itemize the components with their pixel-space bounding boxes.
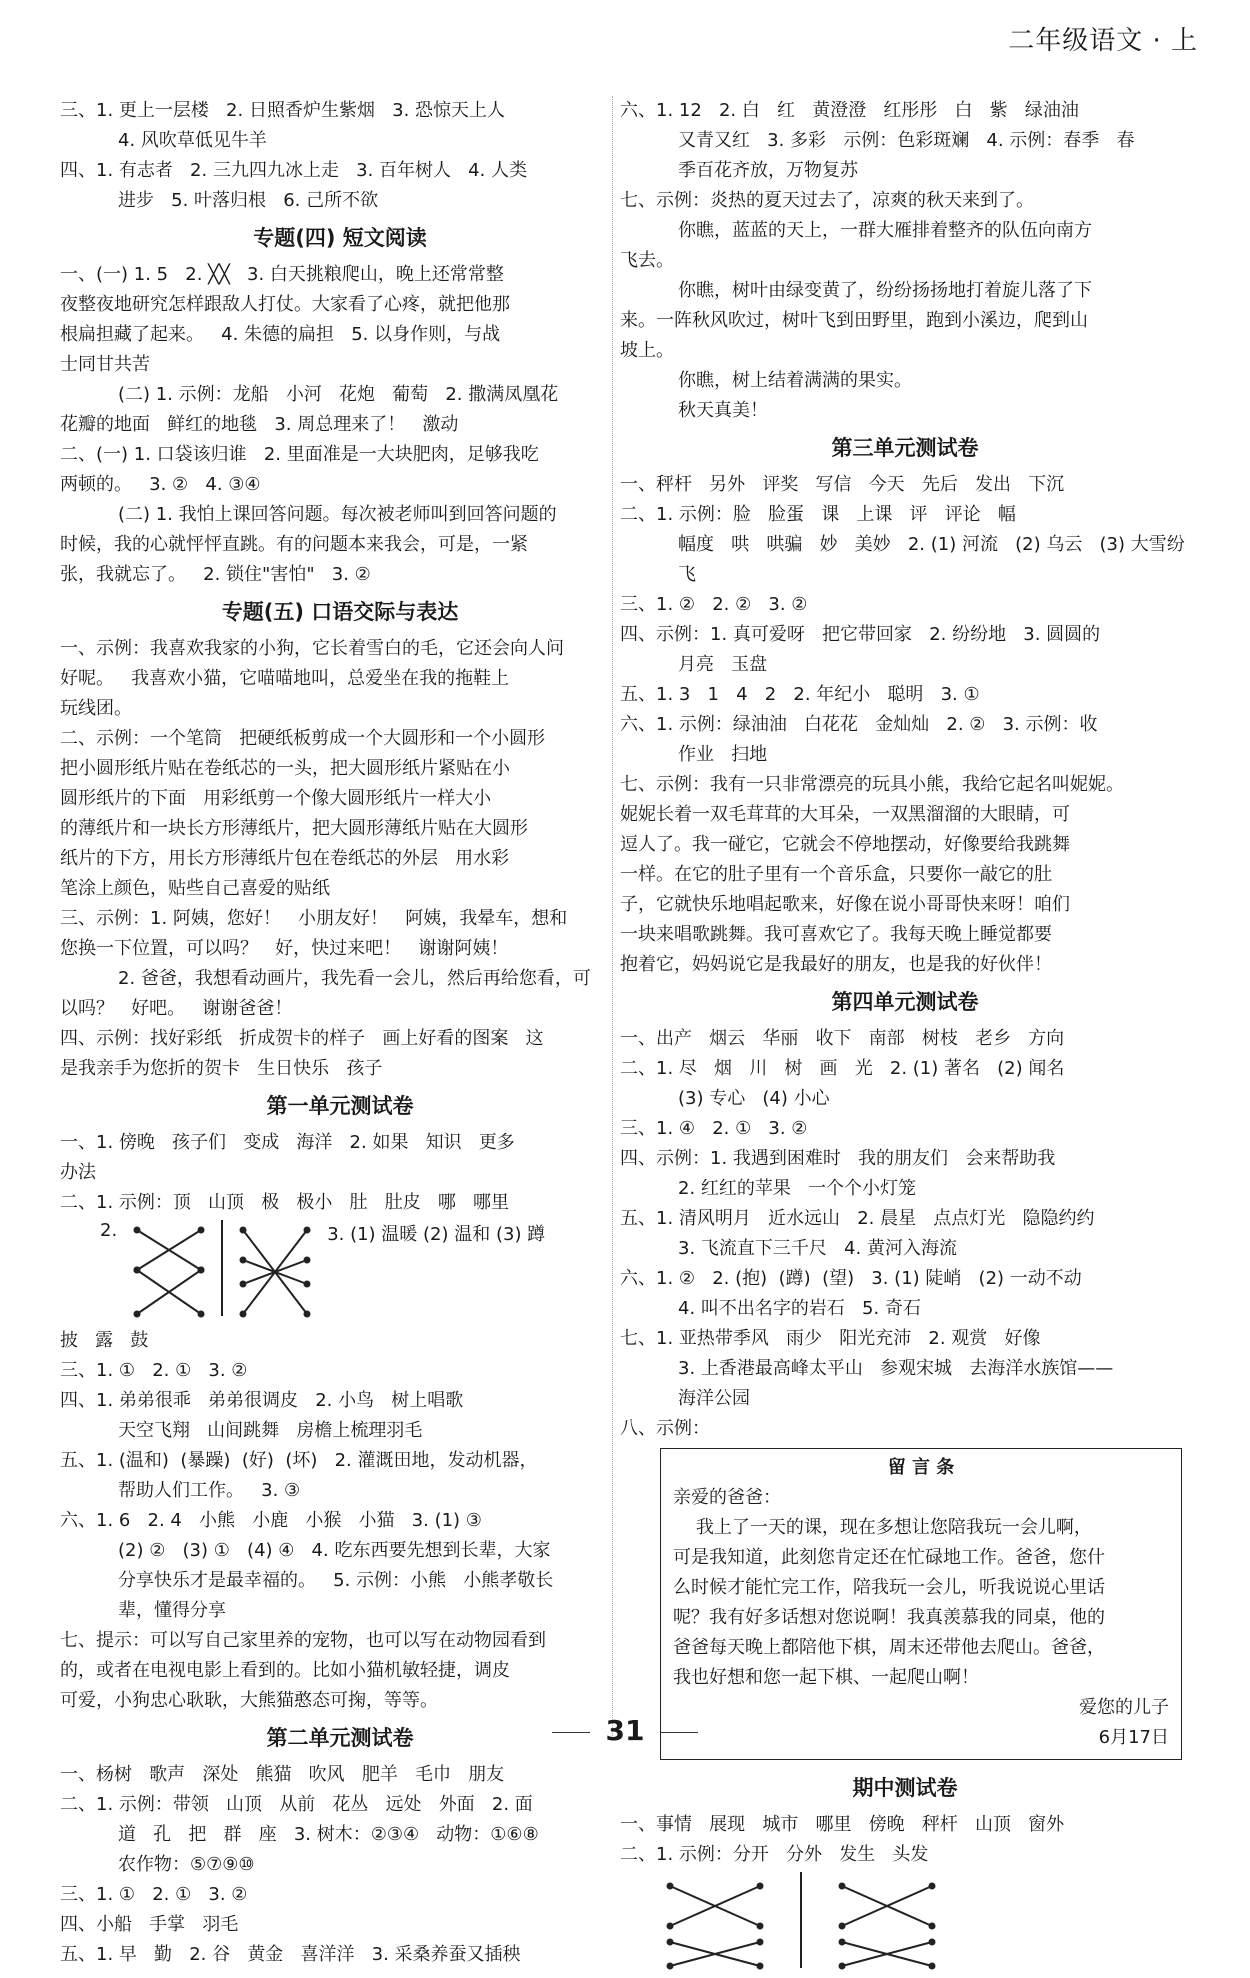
matching-dot (304, 1227, 311, 1234)
answer-line: 一、杨树 歌声 深处 熊猫 吹风 肥羊 毛巾 朋友 (60, 1764, 505, 1785)
answer-line: 一、出产 烟云 华丽 收下 南部 树枝 老乡 方向 (620, 1028, 1065, 1049)
answer-line: 六、1. 示例：绿油油 白花花 金灿灿 2. ② 3. 示例：收 (620, 714, 1098, 735)
answer-line: 秋天真美！ (678, 400, 768, 421)
answer-line: 月亮 玉盘 (678, 654, 768, 675)
answer-line: 的，或者在电视电影上看到的。比如小猫机敏轻捷，调皮 (60, 1660, 510, 1681)
matching-dot (757, 1923, 764, 1930)
answer-line: 时候，我的心就怦怦直跳。有的问题本来我会，可是，一紧 (60, 534, 528, 555)
answer-line: 笔涂上颜色，贴些自己喜爱的贴纸 (60, 878, 330, 899)
note-date: 6月17日 (1098, 1727, 1169, 1748)
matching-dot (839, 1923, 846, 1930)
answer-line: 六、1. 6 2. 4 小熊 小鹿 小猴 小猫 3. (1) ③ (60, 1510, 482, 1531)
answer-line: 士同甘共苦 (60, 354, 150, 375)
matching-dot (667, 1883, 674, 1890)
answer-line: 四、示例：1. 真可爱呀 把它带回家 2. 纷纷地 3. 圆圆的 (620, 624, 1101, 645)
answer-line: 抱着它，妈妈说它是我最好的朋友，也是我的好伙伴！ (620, 954, 1052, 975)
answer-line: 农作物：⑤⑦⑨⑩ (118, 1854, 255, 1875)
answer-line: 二、1. 尽 烟 川 树 画 光 2. (1) 著名 (2) 闻名 (620, 1058, 1065, 1079)
answer-line: 可爱，小狗忠心耿耿，大熊猫憨态可掬，等等。 (60, 1690, 438, 1711)
answer-line: 幅度 哄 哄骗 妙 美妙 2. (1) 河流 (2) 乌云 (3) 大雪纷飞 (678, 534, 1185, 585)
matching-dot (929, 1939, 936, 1946)
answer-line: 二、1. 示例：脸 脸蛋 课 上课 评 评论 幅 (620, 504, 1016, 525)
matching-dot (929, 1883, 936, 1890)
answer-line: 你瞧，树上结着满满的果实。 (678, 370, 912, 391)
note-line: 我也好想和您一起下棋、一起爬山啊！ (673, 1667, 979, 1688)
matching-dot (240, 1281, 247, 1288)
answer-line: 三、示例：1. 阿姨，您好！ 小朋友好！ 阿姨，我晕车，想和 (60, 908, 568, 929)
answer-line: 五、1. (温和) (暴躁) (好) (坏) 2. 灌溉田地，发动机器， (60, 1450, 538, 1471)
answer-line: 圆形纸片的下面 用彩纸剪一个像大圆形纸片一样大小 (60, 788, 492, 809)
answer-line: 子，它就快乐地唱起歌来，好像在说小哥哥快来呀！咱们 (620, 894, 1070, 915)
answer-line: 道 孔 把 群 座 3. 树木：②③④ 动物：①⑥⑧ (118, 1824, 539, 1845)
matching-dot (134, 1227, 141, 1234)
answer-line: 花瓣的地面 鲜红的地毯 3. 周总理来了！ 激动 (60, 414, 459, 435)
answer-line: 纸片的下方，用长方形薄纸片包在卷纸芯的外层 用水彩 (60, 848, 510, 869)
note-line: 亲爱的爸爸： (673, 1487, 781, 1508)
answer-line: 五、1. 3 1 4 2 2. 年纪小 聪明 3. ① (620, 684, 980, 705)
answer-line: 两顿的。 3. ② 4. ③④ (60, 474, 261, 495)
matching-dot (304, 1281, 311, 1288)
answer-line: 来。一阵秋风吹过，树叶飞到田野里，跑到小溪边，爬到山 (620, 310, 1088, 331)
matching-dot (134, 1267, 141, 1274)
page-header: 二年级语文 · 上 (1008, 26, 1198, 56)
answer-line: 一、秤杆 另外 评奖 写信 今天 先后 发出 下沉 (620, 474, 1065, 495)
answer-line: 根扁担藏了起来。 4. 朱德的扁担 5. 以身作则，与战 (60, 324, 501, 345)
answer-line: 的薄纸片和一块长方形薄纸片，把大圆形薄纸片贴在大圆形 (60, 818, 528, 839)
answer-line: 一样。在它的肚子里有一个音乐盒，只要你一敲它的肚 (620, 864, 1052, 885)
matching-dot (929, 1923, 936, 1930)
matching-dot (304, 1257, 311, 1264)
section-title: 期中测试卷 (852, 1776, 958, 1800)
answer-line: 三、1. 更上一层楼 2. 日照香炉生紫烟 3. 恐惊天上人 (60, 100, 506, 121)
answer-line: 三、1. ① 2. ① 3. ② (60, 1360, 248, 1381)
answer-line: 五、1. 清风明月 近水远山 2. 晨星 点点灯光 隐隐约约 (620, 1208, 1095, 1229)
answer-line: 四、示例：1. 我遇到困难时 我的朋友们 会来帮助我 (620, 1148, 1056, 1169)
answer-line: 张，我就忘了。 2. 锁住"害怕" 3. ② (60, 564, 371, 585)
answer-line: 你瞧，蓝蓝的天上，一群大雁排着整齐的队伍向南方 (678, 220, 1092, 241)
answer-line: 四、示例：找好彩纸 折成贺卡的样子 画上好看的图案 这 (60, 1028, 544, 1049)
answer-line: 3. 飞流直下三千尺 4. 黄河入海流 (678, 1238, 957, 1259)
answer-line: 辈，懂得分享 (118, 1600, 226, 1621)
section-title: 第三单元测试卷 (831, 436, 979, 460)
note-line: 爸爸每天晚上都陪他下棋，周末还带他去爬山。爸爸， (673, 1637, 1105, 1658)
matching-diagram (100, 1220, 620, 1324)
answer-line: 把小圆形纸片贴在卷纸芯的一头，把大圆形纸片紧贴在小 (60, 758, 510, 779)
matching-dot (839, 1883, 846, 1890)
answer-line: 季百花齐放，万物复苏 (678, 160, 858, 181)
answer-line: 夜整夜地研究怎样跟敌人打仗。大家看了心疼，就把他那 (60, 294, 510, 315)
diagram-suffix: 3. (1) 温暖 (2) 温和 (3) 蹲 (327, 1224, 546, 1245)
answer-line: 您换一下位置，可以吗？ 好，快过来吧！ 谢谢阿姨！ (60, 938, 509, 959)
diagram-prefix: 2. (100, 1220, 118, 1241)
matching-dot (240, 1311, 247, 1318)
answer-line: 二、示例：一个笔筒 把硬纸板剪成一个大圆形和一个小圆形 (60, 728, 546, 749)
answer-line: 六、1. 12 2. 白 红 黄澄澄 红彤彤 白 紫 绿油油 (620, 100, 1079, 121)
answer-line: 2. 爸爸，我想看动画片，我先看一会儿，然后再给您看，可 (118, 968, 591, 989)
note-title: 留 言 条 (887, 1457, 955, 1478)
answer-line: 六、1. ② 2. (抱) (蹲) (望) 3. (1) 陡峭 (2) 一动不动 (620, 1268, 1082, 1289)
answer-line: 一块来唱歌跳舞。我可喜欢它了。我每天晚上睡觉都要 (620, 924, 1052, 945)
answer-line: 一、事情 展现 城市 哪里 傍晚 秤杆 山顶 窗外 (620, 1814, 1065, 1835)
diagram-separator (221, 1220, 223, 1316)
answer-line: (二) 1. 示例：龙船 小河 花炮 葡萄 2. 撒满凤凰花 (118, 384, 559, 405)
answer-line: (3) 专心 (4) 小心 (678, 1088, 830, 1109)
answer-line: 天空飞翔 山间跳舞 房檐上梳理羽毛 (118, 1420, 423, 1441)
answer-line: 飞去。 (620, 250, 674, 271)
answer-line: 以吗？ 好吧。 谢谢爸爸！ (60, 998, 293, 1019)
note-line: 可是我知道，此刻您肯定还在忙碌地工作。爸爸，您什 (673, 1547, 1105, 1568)
matching-dot (240, 1257, 247, 1264)
answer-line: 七、示例：炎热的夏天过去了，凉爽的秋天来到了。 (620, 190, 1034, 211)
page-number: 31 (0, 1714, 1250, 1747)
answer-line: 逗人了。我一碰它，它就会不停地摆动，好像要给我跳舞 (620, 834, 1070, 855)
section-title: 第二单元测试卷 (266, 1726, 414, 1750)
note-signature: 爱您的儿子 (1079, 1697, 1169, 1718)
answer-line: (2) ② (3) ① (4) ④ 4. 吃东西要先想到长辈，大家 (118, 1540, 551, 1561)
answer-line: 3. 上香港最高峰太平山 参观宋城 去海洋水族馆—— (678, 1358, 1114, 1379)
answer-line: 妮妮长着一双毛茸茸的大耳朵，一双黑溜溜的大眼睛，可 (620, 804, 1070, 825)
answer-line: 二、1. 示例：带领 山顶 从前 花丛 远处 外面 2. 面 (60, 1794, 533, 1815)
answer-line: 一、(一) 1. 5 2. ╳╳ 3. 白天挑粮爬山，晚上还常常整 (60, 264, 504, 285)
matching-dot (667, 1923, 674, 1930)
matching-dot (198, 1267, 205, 1274)
answer-line: 五、1. 早 勤 2. 谷 黄金 喜洋洋 3. 采桑养蚕又插秧 (60, 1944, 521, 1965)
matching-dot (757, 1883, 764, 1890)
answer-line: 二、1. 示例：顶 山顶 极 极小 肚 肚皮 哪 哪里 (60, 1192, 510, 1213)
answer-line: 一、1. 傍晚 孩子们 变成 海洋 2. 如果 知识 更多 (60, 1132, 515, 1153)
matching-dot (667, 1963, 674, 1970)
answer-line: 海洋公园 (678, 1388, 750, 1409)
answer-line: 玩线团。 (60, 698, 132, 719)
answer-line: 帮助人们工作。 3. ③ (118, 1480, 301, 1501)
matching-dot (839, 1939, 846, 1946)
matching-dot (839, 1963, 846, 1970)
answer-line: 你瞧，树叶由绿变黄了，纷纷扬扬地打着旋儿落了下 (678, 280, 1092, 301)
matching-lines-diagram (832, 1872, 942, 1976)
matching-diagram (660, 1872, 1190, 1976)
answer-line: 三、1. ① 2. ① 3. ② (60, 1884, 248, 1905)
matching-lines-diagram (235, 1220, 315, 1324)
matching-dot (198, 1311, 205, 1318)
matching-dot (757, 1939, 764, 1946)
note-line: 么时候才能忙完工作，陪我玩一会儿，听我说说心里话 (673, 1577, 1105, 1598)
answer-line: 三、1. ④ 2. ① 3. ② (620, 1118, 808, 1139)
answer-line: 二、1. 示例：分开 分外 发生 头发 (620, 1844, 929, 1865)
answer-line: 4. 叫不出名字的岩石 5. 奇石 (678, 1298, 921, 1319)
answer-line: 2. 红红的苹果 一个个小灯笼 (678, 1178, 917, 1199)
answer-line: 四、小船 手掌 羽毛 (60, 1914, 239, 1935)
answer-line: 作业 扫地 (678, 744, 768, 765)
answer-line: 一、示例：我喜欢我家的小狗，它长着雪白的毛，它还会向人问 (60, 638, 564, 659)
answer-line: 八、示例： (620, 1418, 710, 1439)
matching-dot (929, 1963, 936, 1970)
matching-dot (757, 1963, 764, 1970)
diagram-separator (800, 1872, 802, 1968)
answer-line: 七、1. 亚热带季风 雨少 阳光充沛 2. 观赏 好像 (620, 1328, 1041, 1349)
note-line: 我上了一天的课，现在多想让您陪我玩一会儿啊， (673, 1517, 1092, 1538)
answer-line: 二、(一) 1. 口袋该归谁 2. 里面准是一大块肥肉，足够我吃 (60, 444, 539, 465)
answer-line: 又青又红 3. 多彩 示例：色彩斑斓 4. 示例：春季 春 (678, 130, 1135, 151)
answer-line: 七、提示：可以写自己家里养的宠物，也可以写在动物园看到 (60, 1630, 546, 1651)
section-title: 第一单元测试卷 (266, 1094, 414, 1118)
matching-dot (240, 1227, 247, 1234)
answer-line: 四、1. 弟弟很乖 弟弟很调皮 2. 小鸟 树上唱歌 (60, 1390, 464, 1411)
answer-line: 分享快乐才是最幸福的。 5. 示例：小熊 小熊孝敬长 (118, 1570, 554, 1591)
answer-line: 四、1. 有志者 2. 三九四九冰上走 3. 百年树人 4. 人类 (60, 160, 528, 181)
answer-line: 七、示例：我有一只非常漂亮的玩具小熊，我给它起名叫妮妮。 (620, 774, 1124, 795)
answer-line: 坡上。 (620, 340, 674, 361)
right-column (620, 96, 1190, 1978)
answer-line: 办法 (60, 1162, 96, 1183)
matching-dot (198, 1227, 205, 1234)
matching-lines-diagram (660, 1872, 770, 1976)
section-title: 第四单元测试卷 (831, 990, 979, 1014)
answer-line: 披 露 鼓 (60, 1330, 149, 1351)
answer-line: (二) 1. 我怕上课回答问题。每次被老师叫到回答问题的 (118, 504, 557, 525)
matching-dot (667, 1939, 674, 1946)
section-title: 专题(五) 口语交际与表达 (221, 600, 459, 624)
matching-dot (134, 1311, 141, 1318)
answer-line: 4. 风吹草低见牛羊 (118, 130, 267, 151)
note-line: 呢？我有好多话想对您说啊！我真羡慕我的同桌，他的 (673, 1607, 1105, 1628)
column-divider (612, 96, 613, 1736)
answer-line: 好呢。 我喜欢小猫，它喵喵地叫，总爱坐在我的拖鞋上 (60, 668, 510, 689)
answer-line: 是我亲手为您折的贺卡 生日快乐 孩子 (60, 1058, 383, 1079)
left-column (60, 96, 620, 1970)
matching-dot (304, 1311, 311, 1318)
answer-line: 三、1. ② 2. ② 3. ② (620, 594, 808, 615)
section-title: 专题(四) 短文阅读 (253, 226, 427, 250)
matching-lines-diagram (129, 1220, 209, 1324)
answer-line: 进步 5. 叶落归根 6. 己所不欲 (118, 190, 379, 211)
